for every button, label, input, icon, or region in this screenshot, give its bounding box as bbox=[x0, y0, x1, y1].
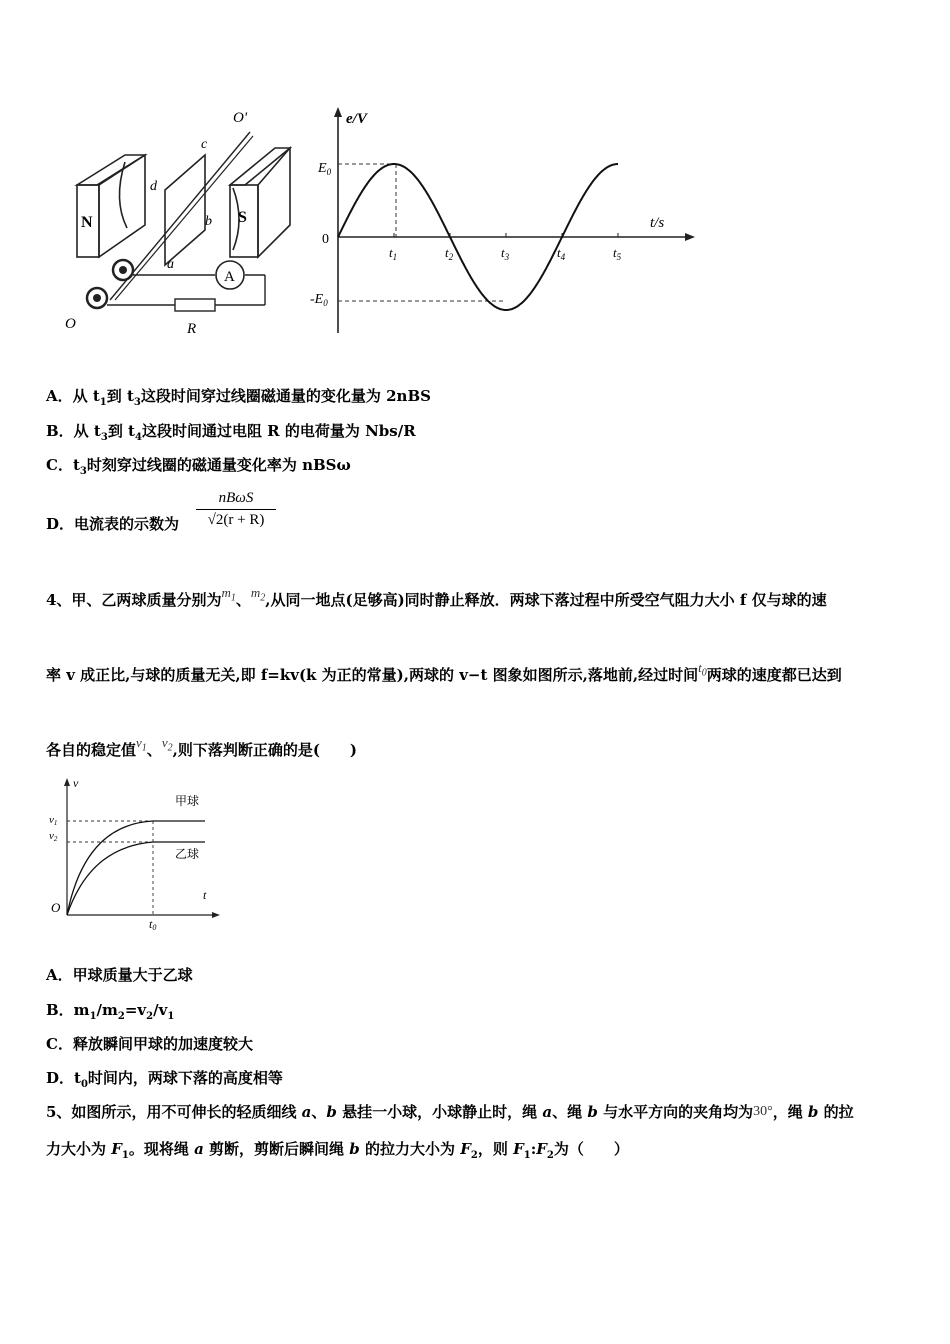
vt-y-label: v bbox=[73, 776, 79, 790]
vt-origin: O bbox=[51, 900, 61, 915]
vt-ball-a-label: 甲球 bbox=[175, 794, 200, 808]
q4-option-d: D．$t_0$时间内，两球下落的高度相等 bbox=[46, 1069, 283, 1090]
q4-v1: $v_1$ bbox=[136, 735, 147, 754]
magnet-n-label: N bbox=[81, 214, 93, 231]
label-a: a bbox=[167, 257, 174, 272]
q4-m2: $m_2$ bbox=[250, 585, 266, 604]
q4-line-1: 4、甲、乙两球质量分别为$m_1$、$m_2$,从同一地点(足够高)同时静止释放．两球下落过程中所受空气阻力大小 f 仅与球的速 bbox=[46, 585, 827, 609]
emf-tick-label: $t_3$ bbox=[501, 245, 510, 262]
label-c: c bbox=[201, 137, 208, 152]
q4-option-b: B．$m_1/m_2=v_2/v_1$ bbox=[46, 1001, 175, 1022]
q5-angle: 30° bbox=[753, 1104, 773, 1119]
formula-numerator: nBωS bbox=[196, 490, 276, 510]
q3-d-formula bbox=[196, 490, 276, 529]
q5-line-2: 力大小为 $F_1$。现将绳 a 剪断，剪断后瞬间绳 b 的拉力大小为 $F_2$，则 $F_1:F_2$为（ ） bbox=[46, 1140, 629, 1161]
o-bottom-label: O bbox=[65, 316, 76, 332]
emf-x-label: t/s bbox=[650, 215, 665, 231]
emf-e0-label: $E_0$ bbox=[318, 161, 332, 177]
emf-figure bbox=[310, 105, 700, 340]
q4-m1: $m_1$ bbox=[221, 585, 236, 604]
generator-figure bbox=[55, 100, 335, 345]
q4-option-a: A．甲球质量大于乙球 bbox=[46, 966, 193, 984]
q4-line-2: 率 v 成正比,与球的质量无关,即 f=kv(k 为正的常量),两球的 v−t 图象如图所示,落地前,经过时间$t_0$两球的速度都已达到 bbox=[46, 660, 842, 684]
emf-tick-label: $t_2$ bbox=[445, 245, 454, 262]
vt-v1-label: v1 bbox=[49, 814, 58, 827]
formula-denominator: √2(r + R) bbox=[207, 512, 265, 528]
o-top-label: O' bbox=[233, 110, 248, 126]
q4-v2: $v_2$ bbox=[161, 735, 173, 754]
vt-x-label: t bbox=[203, 888, 207, 902]
magnet-s bbox=[230, 148, 290, 257]
emf-origin: 0 bbox=[322, 232, 329, 247]
emf-y-label: e/V bbox=[346, 111, 367, 127]
q3-option-b: B．从 $t_3$到 $t_4$这段时间通过电阻 R 的电荷量为 Nbs/R bbox=[46, 422, 416, 443]
label-d: d bbox=[150, 179, 157, 194]
q4-t0: $t_0$ bbox=[698, 660, 707, 679]
q3-option-c: C．$t_3$时刻穿过线圈的磁通量变化率为 nBSω bbox=[46, 456, 351, 477]
resistor-label: R bbox=[187, 321, 197, 337]
q5-line-1: 5、如图所示，用不可伸长的轻质细线 a、b 悬挂一小球，小球静止时，绳 a、绳 b 与水平方向的夹角均为30°，绳 b 的拉 bbox=[46, 1103, 854, 1121]
vt-v2-label: v2 bbox=[49, 830, 58, 843]
magnet-s-label: S bbox=[238, 209, 247, 226]
emf-tick-label: $t_1$ bbox=[389, 245, 398, 262]
emf-tick-label: $t_5$ bbox=[613, 245, 622, 262]
q3-option-a: A．从 $t_1$到 $t_3$这段时间穿过线圈磁通量的变化量为 2nBS bbox=[46, 387, 431, 408]
emf-neg-e0-label: $-E_0$ bbox=[310, 292, 328, 308]
vt-curve-ball-a bbox=[67, 821, 205, 915]
ammeter-label: A bbox=[224, 269, 235, 285]
vt-figure bbox=[45, 775, 225, 935]
q4-line-3: 各自的稳定值$v_1$、$v_2$,则下落判断正确的是( ) bbox=[46, 735, 358, 759]
q4-option-c: C．释放瞬间甲球的加速度较大 bbox=[46, 1035, 253, 1053]
vt-ball-b-label: 乙球 bbox=[175, 847, 200, 861]
magnet-n bbox=[77, 155, 145, 257]
emf-tick-label: $t_4$ bbox=[557, 245, 566, 262]
label-b: b bbox=[205, 214, 212, 229]
vt-t0-label: t0 bbox=[149, 917, 157, 932]
q3-option-d: D．电流表的示数为 bbox=[46, 515, 180, 533]
